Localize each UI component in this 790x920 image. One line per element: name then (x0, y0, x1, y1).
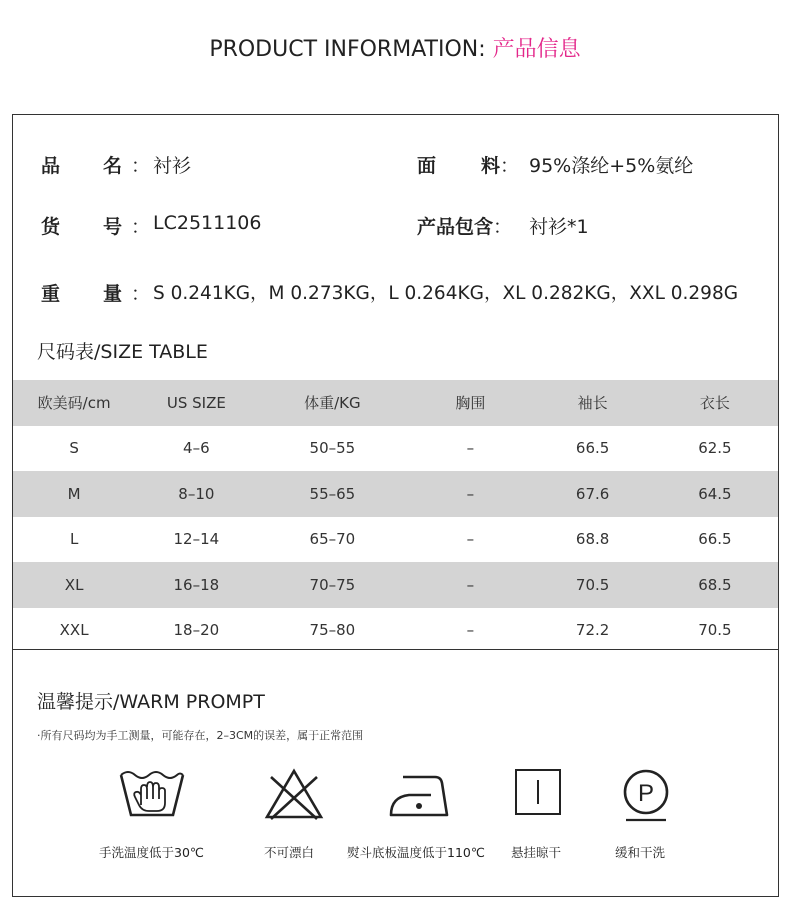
table-cell: M (67, 484, 81, 503)
table-cell: – (466, 439, 475, 458)
table-cell: – (466, 575, 475, 594)
table-cell: – (466, 530, 475, 549)
table-cell: 16–18 (173, 575, 220, 594)
no-bleach-icon (263, 767, 325, 825)
weight-value: S 0.241KG，M 0.273KG，L 0.264KG，XL 0.282KG，XXL 0.298G (153, 283, 739, 304)
table-row (13, 608, 778, 654)
package-value: 衬衫*1 (529, 216, 589, 238)
table-cell: 70.5 (575, 575, 610, 594)
table-cell: 70.5 (698, 621, 732, 640)
table-row (13, 517, 778, 563)
table-cell: 50–55 (309, 439, 356, 458)
weight-label: 重 量 (41, 283, 123, 305)
table-cell: – (466, 484, 475, 503)
table-cell: 8–10 (178, 484, 215, 503)
size-table (13, 380, 778, 653)
table-cell: 67.6 (575, 484, 610, 503)
size-table-header-row (13, 380, 778, 426)
hang-dry-icon (513, 767, 563, 823)
section-divider (13, 649, 778, 650)
title-english: PRODUCT INFORMATION: (209, 37, 493, 62)
iron-icon (387, 767, 451, 825)
table-cell: 4–6 (183, 439, 210, 458)
warm-prompt-heading: 温馨提示/WARM PROMPT (37, 691, 265, 713)
table-cell: 70–75 (309, 575, 356, 594)
product-info-panel: 品 名 ： 衬衫 面 料： 95%涤纶+5%氨纶 货 号 ： LC2511106 产品包含： 衬衫*1 重 量 ： S 0.241KG，M 0.273KG，L 0.264KG，XL 0.282KG，XXL 0.298G 尺码表/SIZE TABLE 欧美码/cm US SIZE 体重/KG 胸围 袖长 衣长 S 4–6 50–55 – 66.5 62.5 M 8–10 55–65 – 67.6 64.5 L 12–14 65–70 – 68.8 66.5 XL 16–18 70–75 – 70.5 68.5 XXL 18–20 75–80 – 72.2 70.5 温馨提示/WARM PROMPT ·所有尺码均为手工测量，可能存在，2–3CM的误差，属于正常范围 手洗温度低于30℃ 不可漂白 熨斗底板温度低于110℃ 悬挂晾干 P 缓和干洗 (12, 114, 779, 897)
table-cell: 68.5 (698, 575, 732, 594)
table-cell: – (466, 621, 475, 640)
dry-clean-p-icon (620, 767, 672, 827)
name-label: 品 名 (41, 155, 123, 177)
measurement-note: ·所有尺码均为手工测量，可能存在，2–3CM的误差，属于正常范围 (37, 729, 364, 742)
table-cell: 62.5 (698, 439, 732, 458)
name-value: 衬衫 (153, 155, 192, 177)
svg-text:P: P (637, 780, 655, 807)
table-cell: 72.2 (575, 621, 610, 640)
sku-label: 货 号 (41, 216, 123, 238)
table-cell: 68.8 (575, 530, 610, 549)
no-bleach-label: 不可漂白 (264, 845, 315, 860)
table-cell: 75–80 (309, 621, 356, 640)
dry-clean-label: 缓和干洗 (615, 845, 666, 860)
table-cell: XXL (59, 621, 89, 640)
table-cell: 64.5 (698, 484, 732, 503)
column-header: 体重/KG (304, 394, 361, 413)
sku-value: LC2511106 (153, 212, 262, 234)
title-chinese: 产品信息 (492, 37, 581, 62)
table-row (13, 562, 778, 608)
page-title (0, 32, 790, 63)
table-cell: 12–14 (173, 530, 220, 549)
fabric-label: 面 料： (417, 155, 520, 177)
hand-wash-label: 手洗温度低于30℃ (99, 845, 204, 860)
column-header: 胸围 (455, 394, 486, 413)
table-cell: 66.5 (575, 439, 610, 458)
table-cell: 18–20 (173, 621, 220, 640)
iron-label: 熨斗底板温度低于110℃ (347, 845, 485, 860)
table-row (13, 471, 778, 517)
column-header: 衣长 (699, 394, 730, 413)
table-cell: XL (64, 575, 84, 594)
column-header: 袖长 (577, 394, 608, 413)
table-cell: 55–65 (309, 484, 356, 503)
table-row (13, 426, 778, 472)
column-header: 欧美码/cm (37, 394, 111, 413)
table-cell: S (69, 439, 79, 458)
table-cell: 65–70 (309, 530, 356, 549)
table-cell: L (69, 530, 79, 549)
fabric-value: 95%涤纶+5%氨纶 (529, 155, 694, 177)
table-cell: 66.5 (698, 530, 732, 549)
size-table-heading: 尺码表/SIZE TABLE (37, 341, 208, 363)
hang-dry-label: 悬挂晾干 (511, 845, 562, 860)
column-header: US SIZE (166, 393, 226, 412)
package-label: 产品包含： (417, 216, 513, 238)
hand-wash-icon (117, 767, 187, 823)
